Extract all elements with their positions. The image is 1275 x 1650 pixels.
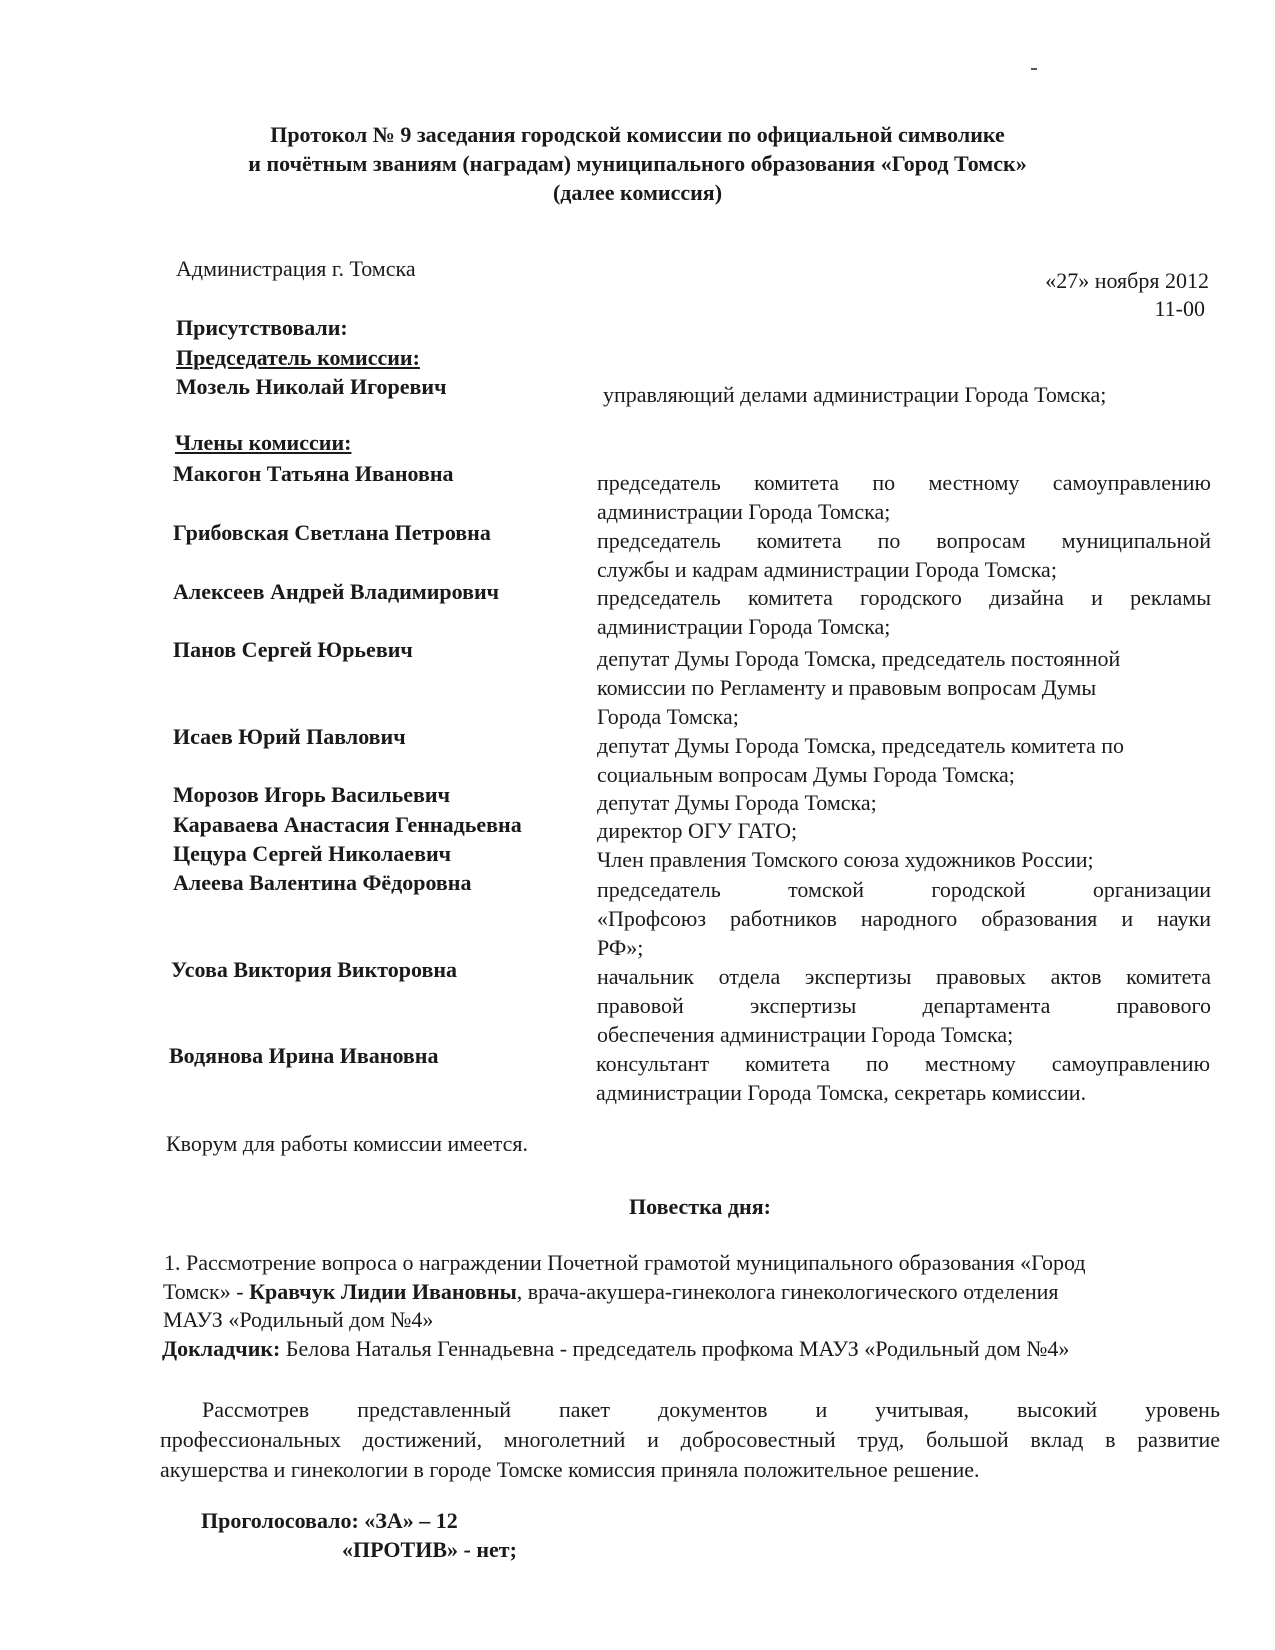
member-role: председатель комитета по вопросам муниципальной службы и кадрам администрации Города Томска;	[597, 528, 1211, 582]
date-text: «27» ноября 2012	[1045, 268, 1209, 293]
member-role: депутат Думы Города Томска;	[597, 790, 877, 815]
member-role: председатель комитета городского дизайна и рекламы администрации Города Томска;	[597, 585, 1211, 639]
awardee-name: Кравчук Лидии Ивановны	[249, 1279, 517, 1304]
chair-name: Мозель Николай Игоревич	[176, 374, 447, 399]
protocol-title-line-1: Протокол № 9 заседания городской комиссии по официальной символике	[270, 122, 1005, 147]
agenda-item-line-2: Томск» - Кравчук Лидии Ивановны, врача-акушера-гинеколога гинекологического отделения	[163, 1279, 1059, 1304]
members-label: Члены комиссии:	[175, 430, 352, 455]
member-role: депутат Думы Города Томска, председатель комитета по социальным вопросам Думы Города Томска;	[597, 733, 1125, 787]
chair-label: Председатель комиссии:	[176, 345, 420, 370]
member-name: Морозов Игорь Васильевич	[173, 782, 450, 807]
member-name: Водянова Ирина Ивановна	[169, 1043, 439, 1068]
vote-for: Проголосовало: «ЗА» – 12	[201, 1508, 458, 1533]
agenda-item-line-1: 1. Рассмотрение вопроса о награждении Почетной грамотой муниципального образования «Город	[164, 1250, 1086, 1275]
member-name: Панов Сергей Юрьевич	[173, 637, 413, 662]
protocol-title-line-3: (далее комиссия)	[552, 180, 723, 205]
member-name: Цецура Сергей Николаевич	[173, 841, 452, 866]
member-name: Исаев Юрий Павлович	[173, 724, 406, 749]
member-name: Усова Виктория Викторовна	[171, 957, 458, 982]
member-role: председатель комитета по местному самоуправлению администрации Города Томска;	[597, 470, 1211, 524]
member-role: депутат Думы Города Томска, председатель постоянной комиссии по Регламенту и правовым вопросам Думы Города Томска;	[597, 646, 1121, 729]
chair-role: управляющий делами администрации Города Томска;	[603, 382, 1107, 407]
speaker-line: Докладчик: Белова Наталья Геннадьевна - председатель профкома МАУЗ «Родильный дом №4»	[162, 1336, 1070, 1361]
agenda-item-line-3: МАУЗ «Родильный дом №4»	[163, 1307, 434, 1332]
time-text: 11-00	[1154, 296, 1205, 321]
member-role: начальник отдела экспертизы правовых актов комитета правовой экспертизы департамента правового обеспечения администрации Города Томска;	[597, 964, 1211, 1047]
decision-paragraph: Рассмотрев представленный пакет документов и учитывая, высокий уровень профессиональных достижений, многолетний и добросовестный труд, большой вклад в развитие акушерства и гинекологии в городе Томске комиссия приняла положительное решение.	[160, 1397, 1220, 1482]
member-role: Член правления Томского союза художников России;	[597, 847, 1094, 872]
member-name: Алексеев Андрей Владимирович	[173, 579, 500, 604]
member-role: директор ОГУ ГАТО;	[597, 818, 798, 843]
member-role: председатель томской городской организации «Профсоюз работников народного образования и науки РФ»;	[597, 877, 1211, 960]
member-name: Грибовская Светлана Петровна	[173, 520, 491, 545]
present-label: Присутствовали:	[176, 315, 348, 340]
speaker-label: Докладчик:	[162, 1336, 281, 1361]
member-name: Алеева Валентина Фёдоровна	[173, 870, 472, 895]
agenda-heading: Повестка дня:	[629, 1194, 771, 1219]
member-name: Макогон Татьяна Ивановна	[173, 461, 454, 486]
protocol-title-line-2: и почётным званиям (наградам) муниципального образования «Город Томск»	[248, 151, 1027, 176]
vote-against: «ПРОТИВ» - нет;	[342, 1537, 517, 1562]
scan-speck	[1031, 68, 1037, 70]
member-name: Караваева Анастасия Геннадьевна	[173, 812, 522, 837]
quorum-text: Кворум для работы комиссии имеется.	[166, 1131, 529, 1156]
place-text: Администрация г. Томска	[176, 256, 416, 281]
member-role: консультант комитета по местному самоуправлению администрации Города Томска, секретарь комиссии.	[596, 1051, 1210, 1105]
